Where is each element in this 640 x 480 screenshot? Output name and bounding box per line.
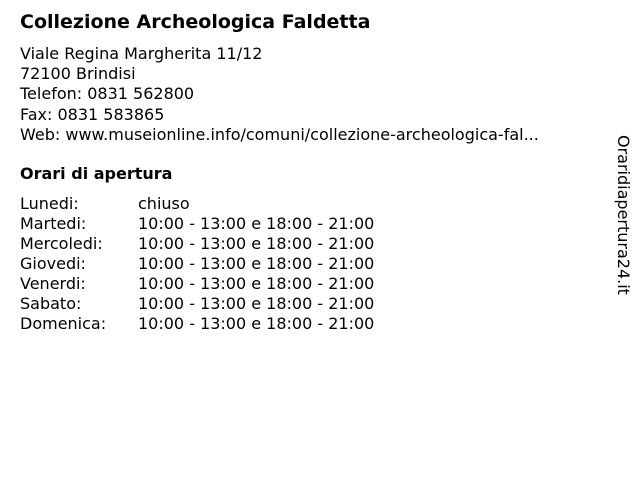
site-brand-vertical: Oraridiapertura24.it bbox=[614, 135, 633, 295]
day-label: Martedi: bbox=[20, 214, 87, 233]
day-label: Domenica: bbox=[20, 314, 107, 333]
hours-row-sunday bbox=[20, 314, 374, 334]
website-link: Web: www.museionline.info/comuni/collezione-archeologica-fal... bbox=[20, 124, 539, 144]
hours-row-saturday bbox=[20, 294, 374, 314]
day-label: Venerdi: bbox=[20, 274, 86, 293]
time-value: 10:00 - 13:00 e 18:00 - 21:00 bbox=[138, 314, 375, 333]
day-label: Giovedi: bbox=[20, 254, 86, 273]
time-value: chiuso bbox=[138, 194, 190, 213]
day-label: Sabato: bbox=[20, 294, 82, 313]
day-label: Mercoledi: bbox=[20, 234, 103, 253]
venue-title: Collezione Archeologica Faldetta bbox=[20, 11, 371, 33]
time-value: 10:00 - 13:00 e 18:00 - 21:00 bbox=[138, 254, 375, 273]
opening-hours-table bbox=[20, 194, 374, 334]
address-street: Viale Regina Margherita 11/12 bbox=[20, 44, 263, 63]
hours-row-tuesday bbox=[20, 214, 374, 234]
hours-row-wednesday bbox=[20, 234, 374, 254]
hours-row-thursday bbox=[20, 254, 374, 274]
opening-hours-heading: Orari di apertura bbox=[20, 164, 173, 183]
time-value: 10:00 - 13:00 e 18:00 - 21:00 bbox=[138, 234, 375, 253]
fax-number: Fax: 0831 583865 bbox=[20, 104, 165, 124]
time-value: 10:00 - 13:00 e 18:00 - 21:00 bbox=[138, 294, 375, 313]
phone-number: Telefon: 0831 562800 bbox=[20, 84, 195, 104]
hours-row-friday bbox=[20, 274, 374, 294]
time-value: 10:00 - 13:00 e 18:00 - 21:00 bbox=[138, 274, 375, 293]
address-city: 72100 Brindisi bbox=[20, 64, 136, 84]
hours-row-monday bbox=[20, 194, 374, 214]
contact-block bbox=[20, 44, 539, 145]
day-label: Lunedi: bbox=[20, 194, 79, 213]
time-value: 10:00 - 13:00 e 18:00 - 21:00 bbox=[138, 214, 375, 233]
